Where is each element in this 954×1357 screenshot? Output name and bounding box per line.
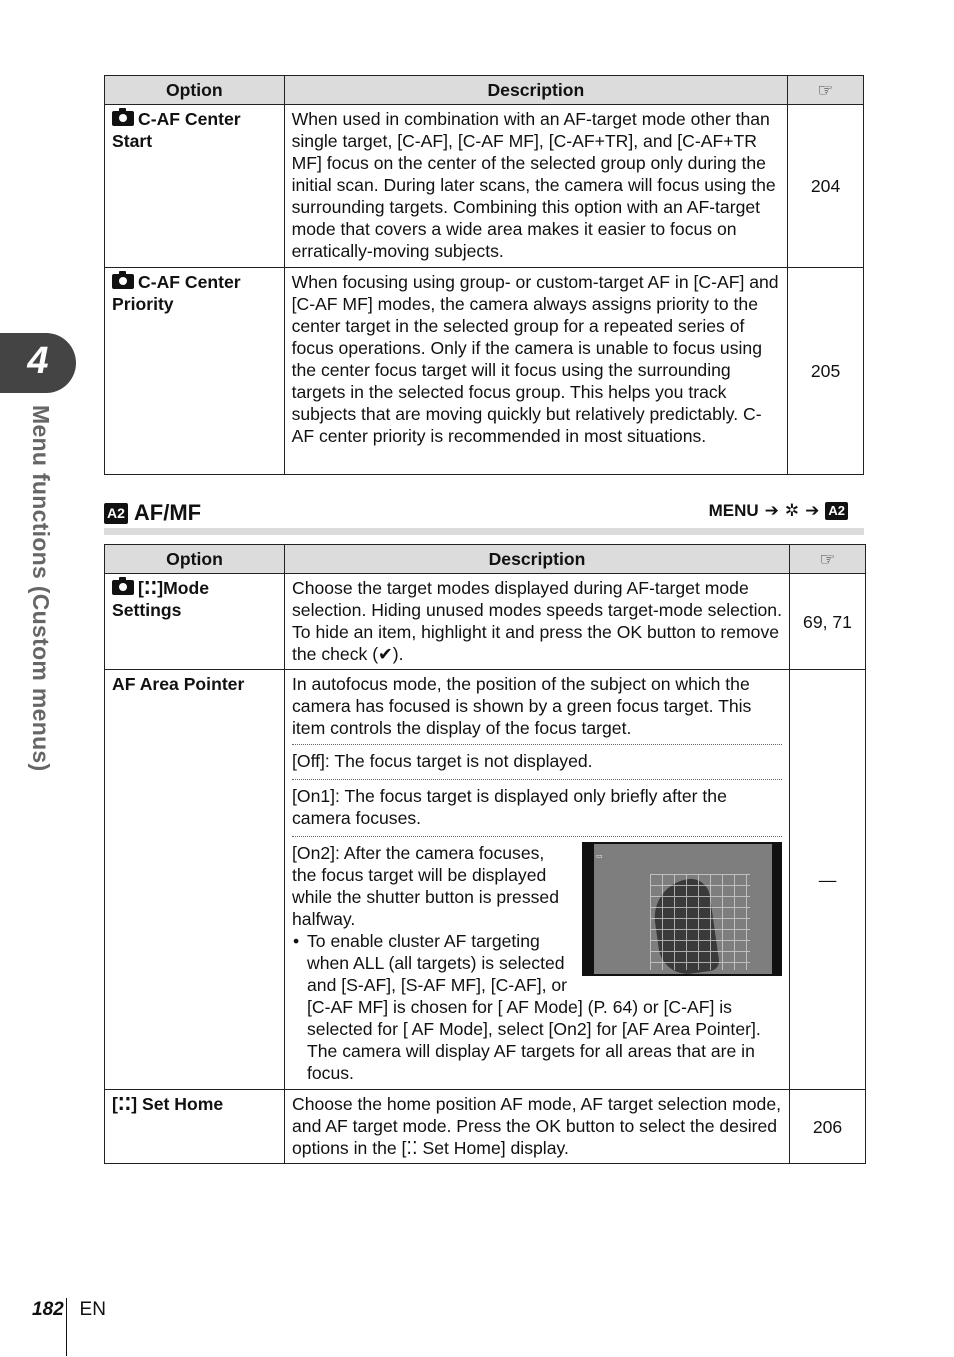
header-ref-icon: ☞ (788, 76, 864, 105)
gear-icon: ✲ (784, 501, 800, 520)
af-pointer-note: • To enable cluster AF targeting when ALL (all targets) is selected and [S-AF], [S-AF MF], [C-AF], or [C-AF MF] is chosen for [ AF Mode] (P. 64) or [C-AF] is selected for [ AF Mode], select [On2] for [AF Area Pointer]. The camera will display AF targets for all areas that are in focus. (307, 930, 782, 1084)
camera-icon (112, 580, 134, 595)
camera-icon (112, 274, 134, 289)
arrow-right-icon: ➔ (805, 501, 820, 520)
battery-icon: ▭ (596, 853, 603, 860)
table-row (105, 105, 864, 268)
a2-badge-icon: A2 (104, 503, 128, 524)
header-option: Option (105, 545, 285, 574)
af-pointer-on2: [On2]: After the camera focuses, the focus target will be displayed while the shutter button is pressed halfway. (292, 843, 559, 929)
page-number: 182 (32, 1299, 64, 1320)
header-ref-icon: ☞ (790, 545, 866, 574)
table-row (105, 1090, 866, 1164)
section-header (104, 500, 864, 535)
option-cell (105, 268, 285, 475)
menu-breadcrumb (709, 501, 848, 521)
section-title (104, 500, 201, 526)
option-label: [⁚⁚] Set Home (105, 1090, 285, 1164)
table-row (105, 268, 864, 475)
header-option: Option (105, 76, 285, 105)
chapter-tab (0, 333, 76, 393)
table-row (105, 574, 866, 670)
option-label: C-AF Center Start (112, 109, 241, 151)
af-pointer-intro: In autofocus mode, the position of the subject on which the camera has focused is shown by a green focus target. This item controls the display of the focus target. (292, 674, 752, 738)
arrow-right-icon: ➔ (764, 501, 779, 520)
menu-label: MENU (708, 501, 759, 520)
language-code: EN (79, 1299, 106, 1320)
af-pointer-off: [Off]: The focus target is not displayed. (292, 744, 782, 774)
af-pointer-on2-block (292, 836, 782, 1086)
page-ref: 206 (790, 1090, 866, 1164)
description-cell (285, 670, 790, 1090)
camera-icon (112, 111, 134, 126)
description-cell: When used in combination with an AF-target mode other than single target, [C-AF], [C-AF MF], [C-AF+TR], and [C-AF+TR MF] focus on the center of the selected group only during the initial scan. During later scans, the camera will focus using the surrounding targets. Combining this option with an AF-target mode that covers a wide area makes it easier to focus on erratically-moving subjects. (284, 105, 788, 268)
description-cell: When focusing using group- or custom-target AF in [C-AF] and [C-AF MF] modes, the camera always assigns priority to the center target in the selected group for a repeated series of focus operations. Only if the camera is unable to focus using the center focus target will it focus using the surrounding targets in the selected focus group. This helps you track subjects that are moving quickly but relatively predictably. C-AF center priority is recommended in most situations. (284, 268, 788, 475)
page-ref: 204 (788, 105, 864, 268)
chapter-number: 4 (27, 340, 49, 382)
header-description: Description (285, 545, 790, 574)
header-description: Description (284, 76, 788, 105)
option-cell (105, 105, 285, 268)
description-cell: Choose the target modes displayed during AF-target mode selection. Hiding unused modes speeds target-mode selection. To hide an item, highlight it and press the OK button to remove the check (✔). (285, 574, 790, 670)
description-cell: Choose the home position AF mode, AF target selection mode, and AF target mode. Press the OK button to select the desired options in the [⁚⁚ Set Home] display. (285, 1090, 790, 1164)
chapter-label: Menu functions (Custom menus) (28, 405, 54, 772)
page-footer (32, 1299, 106, 1321)
page-ref: 69, 71 (790, 574, 866, 670)
a2-tab-icon: A2 (825, 502, 848, 520)
table-c-af (104, 75, 864, 475)
option-label: AF Area Pointer (105, 670, 285, 1090)
table-row (105, 670, 866, 1090)
af-pointer-on1: [On1]: The focus target is displayed only briefly after the camera focuses. (292, 779, 782, 831)
option-label: C-AF Center Priority (112, 272, 241, 314)
option-label: [⁚⁚]Mode Settings (112, 578, 210, 620)
page-ref: 205 (788, 268, 864, 475)
option-cell (105, 574, 285, 670)
section-title-text: AF/MF (133, 500, 202, 525)
table-af-mf (104, 544, 866, 1164)
page-ref: — (790, 670, 866, 1090)
